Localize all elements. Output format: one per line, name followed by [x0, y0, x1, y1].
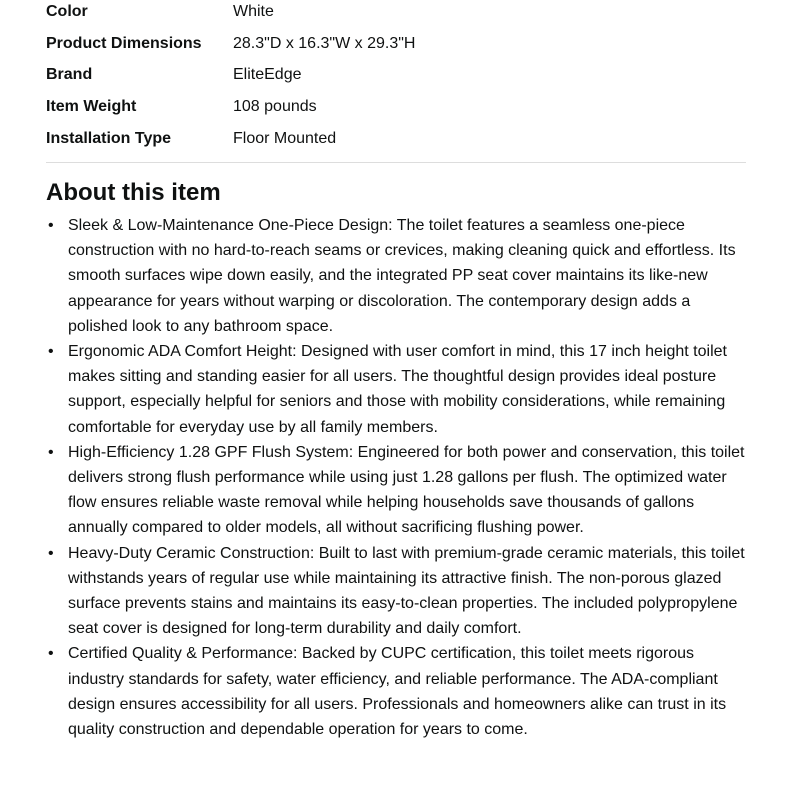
spec-value: EliteEdge	[233, 66, 302, 84]
spec-value: 28.3"D x 16.3"W x 29.3"H	[233, 34, 416, 52]
feature-bullet	[46, 440, 751, 541]
bullet-dot-icon: •	[48, 645, 54, 663]
product-specs-table	[46, 0, 746, 155]
section-divider	[46, 162, 746, 163]
spec-label: Item Weight	[46, 98, 137, 116]
spec-label: Installation Type	[46, 130, 172, 148]
feature-bullet-text: Certified Quality & Performance: Backed by CUPC certification, this toilet meets rigorous industry standards for safety, water efficiency, and reliable performance. The ADA-compliant design ensures accessibility for all users. Professionals and homeowners alike can trust in its quality construction and dependable operation for years to come.	[68, 645, 727, 739]
spec-row-item-weight	[46, 91, 746, 123]
feature-bullet	[46, 213, 751, 339]
spec-label: Color	[46, 2, 88, 20]
bullet-dot-icon: •	[48, 544, 54, 562]
spec-label: Brand	[46, 66, 93, 84]
spec-row-installation-type	[46, 123, 746, 155]
feature-bullet	[46, 541, 751, 642]
feature-bullet-text: Sleek & Low-Maintenance One-Piece Design: The toilet features a seamless one-piece construction with no hard-to-reach seams or crevices, making cleaning quick and effortless. Its smooth surfaces wipe down easily, and the integrated PP seat cover maintains its like-new appearance for years without warping or discoloration. The contemporary design adds a polished look to any bathroom space.	[68, 217, 736, 335]
feature-bullet-list	[46, 213, 751, 742]
feature-bullet-text: Heavy-Duty Ceramic Construction: Built to last with premium-grade ceramic materials, this toilet withstands years of regular use while maintaining its attractive finish. The non-porous glazed surface prevents stains and maintains its easy-to-clean properties. The included polypropylene seat cover is designed for long-term durability and daily comfort.	[68, 544, 745, 638]
about-section-title: About this item	[46, 179, 221, 206]
feature-bullet	[46, 339, 751, 440]
feature-bullet	[46, 641, 751, 742]
spec-row-brand	[46, 60, 746, 92]
bullet-dot-icon: •	[48, 217, 54, 234]
spec-value: 108 pounds	[233, 98, 317, 116]
spec-row-product-dimensions	[46, 28, 746, 60]
spec-value: White	[233, 2, 274, 20]
spec-label: Product Dimensions	[46, 34, 202, 52]
bullet-dot-icon: •	[48, 343, 54, 361]
spec-row-color	[46, 0, 746, 28]
spec-value: Floor Mounted	[233, 130, 337, 148]
feature-bullet-text: High-Efficiency 1.28 GPF Flush System: Engineered for both power and conservation, this toilet delivers strong flush performance while using just 1.28 gallons per flush. The optimized water flow ensures reliable waste removal while helping households save thousands of gallons annually compared to older models, all without sacrificing flushing power.	[68, 443, 745, 537]
feature-bullet-text: Ergonomic ADA Comfort Height: Designed with user comfort in mind, this 17 inch height toilet makes sitting and standing easier for all users. The thoughtful design provides ideal posture support, especially helpful for seniors and those with mobility considerations, while remaining comfortable for everyday use by all family members.	[68, 343, 727, 436]
bullet-dot-icon: •	[48, 443, 54, 461]
